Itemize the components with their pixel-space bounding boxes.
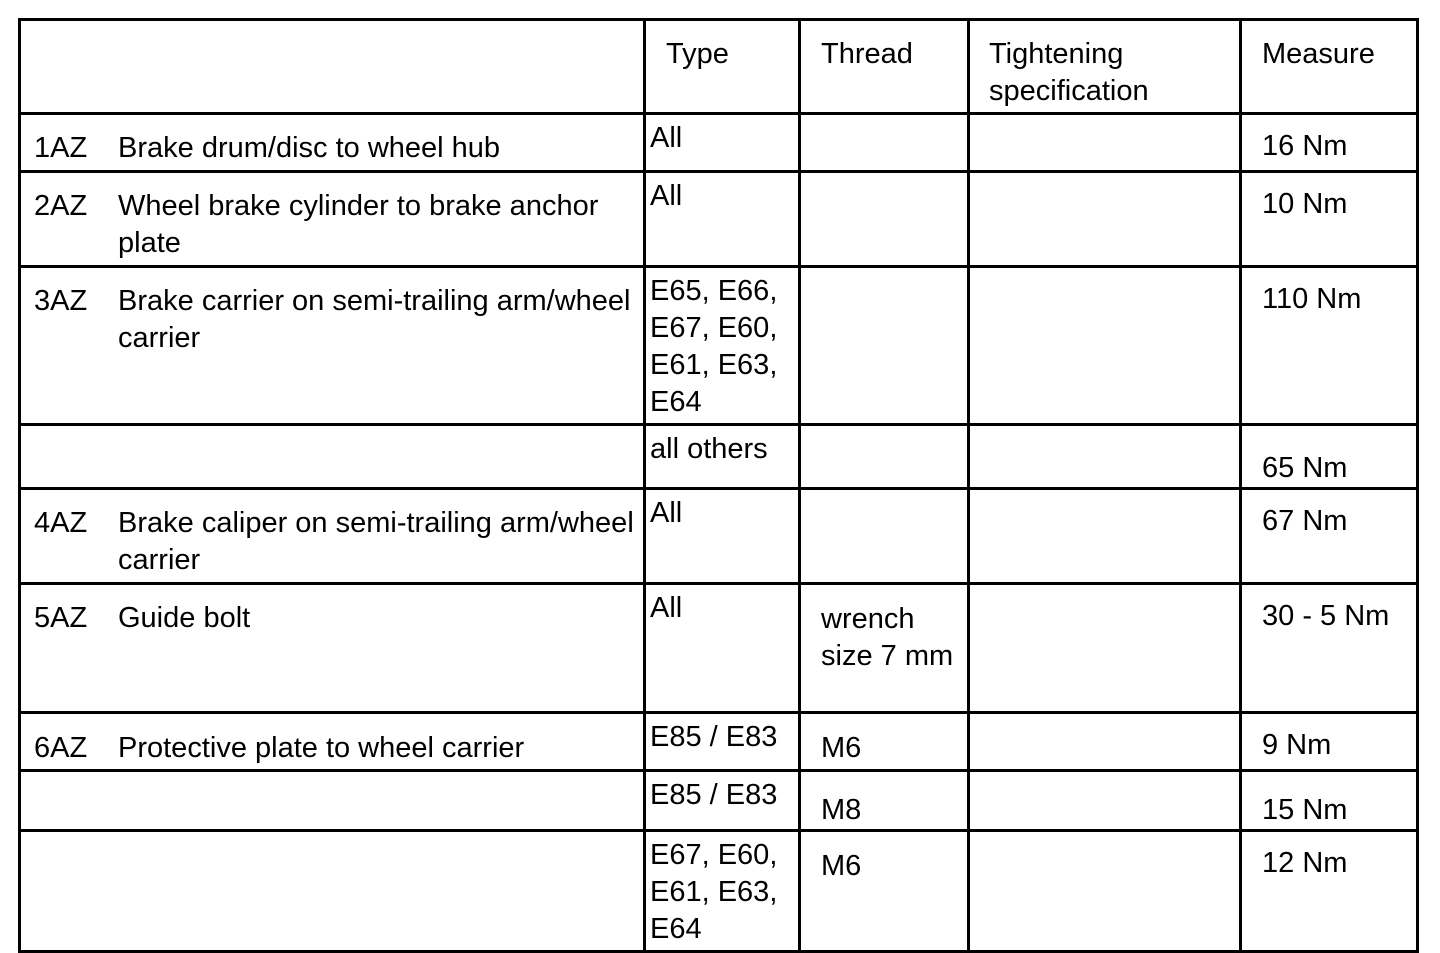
thread-cell <box>800 114 969 172</box>
description-cell <box>20 172 645 267</box>
header-type-label: Type <box>666 38 729 70</box>
item-code: 5AZ <box>34 602 88 634</box>
measure-cell <box>1241 267 1418 425</box>
measure-cell <box>1241 713 1418 771</box>
item-type: E85 / E83 <box>650 779 778 811</box>
header-measure-cell <box>1241 20 1418 114</box>
tightening-cell <box>969 831 1241 952</box>
tightening-torque-table <box>18 18 1419 953</box>
item-code: 2AZ <box>34 190 88 222</box>
item-type: E65, E66, E67, E60, E61, E63, E64 <box>650 275 778 418</box>
tightening-cell <box>969 771 1241 831</box>
item-type: all others <box>650 433 768 465</box>
item-thread: wrench size 7 mm <box>821 603 954 672</box>
item-description: Wheel brake cylinder to brake anchor plate <box>118 190 599 259</box>
item-measure: 15 Nm <box>1262 794 1348 826</box>
header-tightening-cell <box>969 20 1241 114</box>
measure-cell <box>1241 489 1418 584</box>
type-cell <box>645 831 800 952</box>
thread-cell <box>800 771 969 831</box>
tightening-cell <box>969 425 1241 489</box>
item-code: 4AZ <box>34 507 88 539</box>
description-cell <box>20 713 645 771</box>
item-measure: 16 Nm <box>1262 130 1348 162</box>
tightening-cell <box>969 584 1241 713</box>
header-measure-label: Measure <box>1262 38 1375 70</box>
type-cell <box>645 114 800 172</box>
item-description: Brake drum/disc to wheel hub <box>118 132 501 164</box>
thread-cell <box>800 713 969 771</box>
item-description: Brake caliper on semi-trailing arm/wheel carrier <box>118 507 634 576</box>
table-row <box>20 831 1418 952</box>
table-row <box>20 713 1418 771</box>
tightening-cell <box>969 267 1241 425</box>
tightening-cell <box>969 114 1241 172</box>
table-row <box>20 172 1418 267</box>
table-row <box>20 114 1418 172</box>
table-row <box>20 584 1418 713</box>
item-thread: M8 <box>821 794 862 826</box>
description-cell <box>20 489 645 584</box>
tightening-cell <box>969 172 1241 267</box>
type-cell <box>645 172 800 267</box>
item-measure: 110 Nm <box>1262 283 1362 315</box>
item-thread: M6 <box>821 850 862 882</box>
item-code: 6AZ <box>34 732 88 764</box>
type-cell <box>645 489 800 584</box>
item-measure: 30 - 5 Nm <box>1262 600 1390 632</box>
thread-cell <box>800 425 969 489</box>
item-type: All <box>650 180 683 212</box>
measure-cell <box>1241 172 1418 267</box>
table-row <box>20 489 1418 584</box>
item-thread: M6 <box>821 732 862 764</box>
tightening-cell <box>969 489 1241 584</box>
item-code: 3AZ <box>34 285 88 317</box>
description-cell <box>20 267 645 425</box>
item-description: Guide bolt <box>118 602 251 634</box>
item-measure: 67 Nm <box>1262 505 1348 537</box>
item-type: All <box>650 497 683 529</box>
item-measure: 9 Nm <box>1262 729 1332 761</box>
type-cell <box>645 713 800 771</box>
thread-cell <box>800 584 969 713</box>
description-cell <box>20 425 645 489</box>
type-cell <box>645 425 800 489</box>
type-cell <box>645 771 800 831</box>
measure-cell <box>1241 114 1418 172</box>
item-description: Brake carrier on semi-trailing arm/wheel carrier <box>118 285 631 354</box>
thread-cell <box>800 172 969 267</box>
measure-cell <box>1241 584 1418 713</box>
item-type: All <box>650 592 683 624</box>
description-cell <box>20 831 645 952</box>
item-type: All <box>650 122 683 154</box>
header-description-cell <box>20 20 645 114</box>
item-thread <box>801 268 967 284</box>
header-type-cell <box>645 20 800 114</box>
thread-cell <box>800 831 969 952</box>
measure-cell <box>1241 771 1418 831</box>
thread-cell <box>800 267 969 425</box>
item-description: Protective plate to wheel carrier <box>118 732 525 764</box>
type-cell <box>645 584 800 713</box>
item-measure: 65 Nm <box>1262 452 1348 484</box>
header-thread-cell <box>800 20 969 114</box>
table-row <box>20 267 1418 425</box>
item-type: E85 / E83 <box>650 721 778 753</box>
header-thread-label: Thread <box>821 38 913 70</box>
description-cell <box>20 114 645 172</box>
measure-cell <box>1241 425 1418 489</box>
item-measure: 12 Nm <box>1262 847 1348 879</box>
item-thread <box>801 426 967 442</box>
item-code: 1AZ <box>34 132 88 164</box>
item-thread <box>801 173 967 189</box>
thread-cell <box>800 489 969 584</box>
table-row <box>20 771 1418 831</box>
description-cell <box>20 584 645 713</box>
header-tightening-label: Tightening specification <box>989 38 1149 107</box>
measure-cell <box>1241 831 1418 952</box>
item-thread <box>801 115 967 131</box>
description-cell <box>20 771 645 831</box>
table-header-row <box>20 20 1418 114</box>
type-cell <box>645 267 800 425</box>
tightening-cell <box>969 713 1241 771</box>
table-row <box>20 425 1418 489</box>
item-thread <box>801 490 967 506</box>
item-type: E67, E60, E61, E63, E64 <box>650 839 778 945</box>
item-measure: 10 Nm <box>1262 188 1348 220</box>
